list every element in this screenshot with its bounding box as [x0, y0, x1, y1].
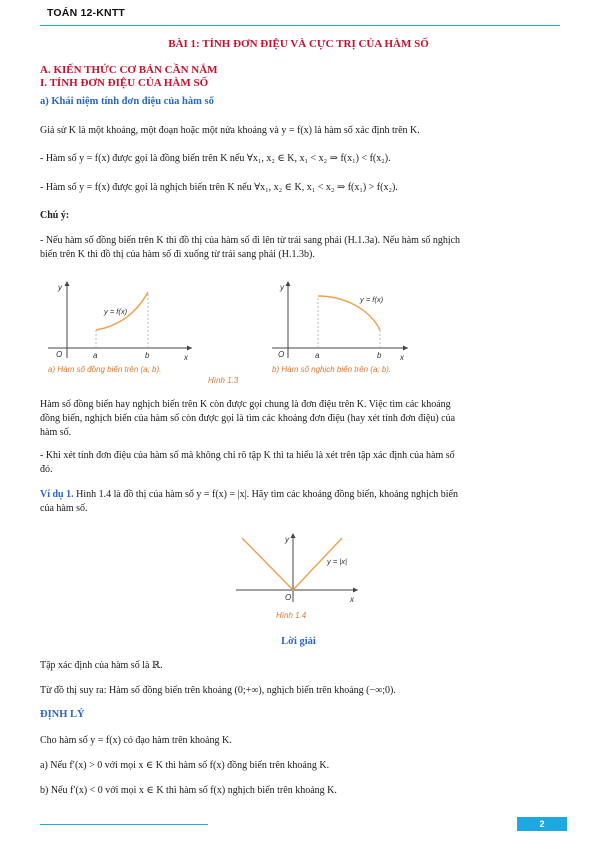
x-axis-arrow-a	[187, 346, 192, 351]
para-chu-y-2: biến trên K thì đồ thị của hàm số đi xuống từ trái sang phải (H.1.3b).	[40, 249, 315, 260]
b-label-b: b	[377, 351, 382, 360]
para-don-dieu-2: đồng biến, nghịch biến của hàm số còn được gọi là tìm các khoảng đơn điệu (hay xét tính đơn điệu) của	[40, 413, 456, 424]
func-label-14: y = |x|	[327, 557, 347, 566]
example-1	[40, 488, 562, 502]
y-axis-arrow-14	[291, 533, 296, 538]
b-label-a: b	[145, 351, 150, 360]
x-axis-arrow-14	[353, 588, 358, 593]
footer-divider	[40, 824, 208, 825]
section-1-heading: I. TÍNH ĐƠN ĐIỆU CỦA HÀM SỐ	[40, 77, 209, 89]
theorem-b: b) Nếu f′(x) < 0 với mọi x ∈ K thì hàm số f(x) nghịch biến trên khoảng K.	[40, 785, 337, 796]
y-label-14: y	[285, 535, 289, 544]
para-dong-bien: - Hàm số y = f(x) được gọi là đồng biến trên K nếu ∀x₁, x₂ ∈ K, x₁ < x₂ ⇒ f(x₁) < f(x₂).	[40, 153, 391, 164]
x-axis-arrow-b	[403, 346, 408, 351]
header-label: TOÁN 12-KNTT	[47, 7, 126, 19]
func-label-b: y = f(x)	[360, 295, 384, 304]
example-1-text: Hình 1.4 là đồ thị của hàm số y = f(x) = |x|. Hãy tìm các khoảng đồng biến, khoảng nghịch biến	[76, 489, 458, 500]
x-label-14: x	[350, 595, 354, 604]
example-1-text-2: của hàm số.	[40, 503, 88, 514]
figure-1-4	[230, 528, 370, 624]
theorem-heading: ĐỊNH LÝ	[40, 709, 85, 720]
para-nghich-bien: - Hàm số y = f(x) được gọi là nghịch biến trên K nếu ∀x₁, x₂ ∈ K, x₁ < x₂ ⇒ f(x₁) > f(x₂).	[40, 182, 398, 193]
a-label-b: a	[315, 351, 320, 360]
example-1-label: Ví dụ 1.	[40, 489, 74, 500]
origin-label-b: O	[278, 350, 285, 359]
theorem-intro: Cho hàm số y = f(x) có đạo hàm trên khoảng K.	[40, 735, 232, 746]
section-a-heading: A. KIẾN THỨC CƠ BẢN CẦN NẮM	[40, 64, 218, 76]
subsection-a-heading: a) Khái niệm tính đơn điệu của hàm số	[40, 96, 214, 107]
chu-y-label: Chú ý:	[40, 210, 70, 221]
solution-line-2: Từ đồ thị suy ra: Hàm số đồng biến trên khoảng (0;+∞), nghịch biến trên khoảng (−∞;0).	[40, 685, 396, 696]
figure-1-3	[40, 272, 440, 388]
para-don-dieu-3: hàm số.	[40, 427, 72, 438]
figure-1-3b-graph	[272, 281, 408, 374]
func-label-a: y = f(x)	[104, 307, 128, 316]
header-divider	[40, 25, 560, 26]
caption-1-3a: a) Hàm số đồng biến trên (a; b).	[48, 365, 162, 374]
y-label-b: y	[280, 283, 284, 292]
figure-1-4-title: Hình 1.4	[276, 611, 307, 620]
origin-label-14: O	[285, 593, 292, 602]
x-label-a: x	[184, 353, 188, 362]
y-axis-arrow-a	[65, 281, 70, 286]
figure-1-3-title: Hình 1.3	[208, 376, 239, 385]
para-txd-2: đó.	[40, 464, 53, 475]
theorem-a: a) Nếu f′(x) > 0 với mọi x ∈ K thì hàm số f(x) đồng biến trên khoảng K.	[40, 760, 330, 771]
origin-label-a: O	[56, 350, 63, 359]
caption-1-3b: b) Hàm số nghịch biến trên (a; b).	[272, 365, 392, 374]
para-intro: Giả sử K là một khoảng, một đoạn hoặc một nửa khoảng và y = f(x) là hàm số xác định trên K.	[40, 125, 420, 136]
x-label-b: x	[400, 353, 404, 362]
a-label-a: a	[93, 351, 98, 360]
para-don-dieu-1: Hàm số đồng biến hay nghịch biến trên K còn được gọi chung là đơn điệu trên K. Việc tìm các khoảng	[40, 399, 451, 410]
y-axis-arrow-b	[286, 281, 291, 286]
solution-line-1: Tập xác định của hàm số là ℝ.	[40, 660, 163, 671]
y-label-a: y	[58, 283, 62, 292]
solution-heading: Lời giải	[281, 636, 316, 647]
para-txd-1: - Khi xét tính đơn điệu của hàm số mà không chỉ rõ tập K thì ta hiểu là xét trên tập xác định của hàm số	[40, 450, 455, 461]
para-chu-y-1: - Nếu hàm số đồng biến trên K thì đồ thị của hàm số đi lên từ trái sang phải (H.1.3a). Nếu hàm số nghịch	[40, 235, 461, 246]
page-number: 2	[517, 817, 567, 831]
page-title: BÀI 1: TÍNH ĐƠN ĐIỆU VÀ CỰC TRỊ CỦA HÀM SỐ	[168, 38, 429, 50]
figure-1-3a-graph	[48, 281, 192, 374]
